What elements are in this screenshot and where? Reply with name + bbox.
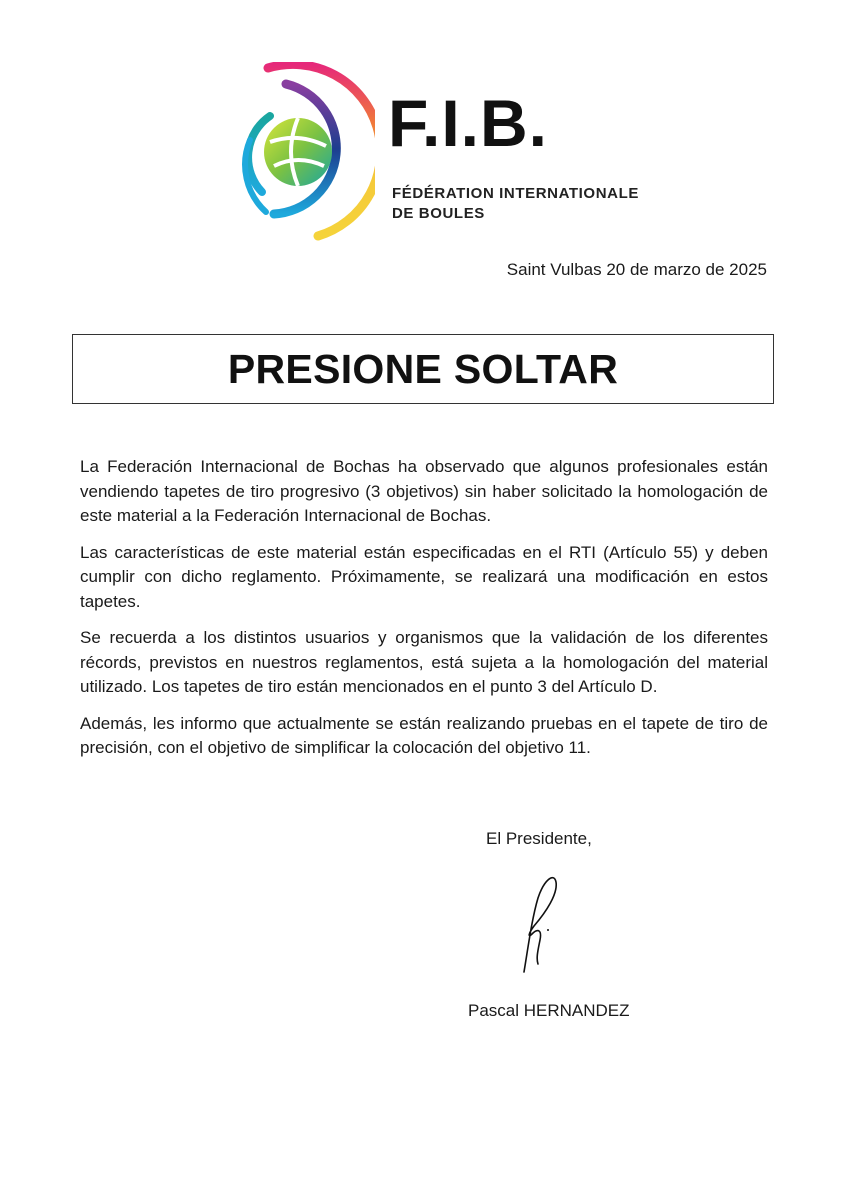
signer-name: Pascal HERNANDEZ <box>468 1001 630 1020</box>
logo-wordmark: F.I.B. <box>388 86 549 160</box>
date-line: Saint Vulbas 20 de marzo de 2025 <box>506 260 767 279</box>
closing-line: El Presidente, <box>486 829 592 848</box>
organization-line-2: DE BOULES <box>392 205 485 222</box>
handwritten-signature <box>510 868 570 978</box>
title-box <box>72 334 774 404</box>
fib-circular-logo-icon <box>240 62 375 242</box>
paragraph-3: Se recuerda a los distintos usuarios y organismos que la validación de los diferentes récords, previstos en nuestros reglamentos, está sujeta a la homologación del material utilizado. Los tapetes de tiro están mencionados en el punto 3 del Artículo D. <box>80 628 768 696</box>
document-title: PRESIONE SOLTAR <box>227 346 619 392</box>
paragraph-4: Además, les informo que actualmente se están realizando pruebas en el tapete de tiro de precisión, con el objetivo de simplificar la colocación del objetivo 11. <box>80 713 768 757</box>
document-body <box>80 455 768 773</box>
organization-line-1: FÉDÉRATION INTERNATIONALE <box>392 185 639 202</box>
paragraph-1: La Federación Internacional de Bochas ha observado que algunos profesionales están vendiendo tapetes de tiro progresivo (3 objetivos) sin haber solicitado la homologación de este material a la Federación Internacional de Bochas. <box>80 457 768 525</box>
organization-name <box>392 184 639 224</box>
paragraph-2: Las características de este material están especificadas en el RTI (Artículo 55) y deben cumplir con dicho reglamento. Próximamente, se realizará una modificación en estos tapetes. <box>80 542 768 611</box>
fib-logo <box>240 62 639 242</box>
